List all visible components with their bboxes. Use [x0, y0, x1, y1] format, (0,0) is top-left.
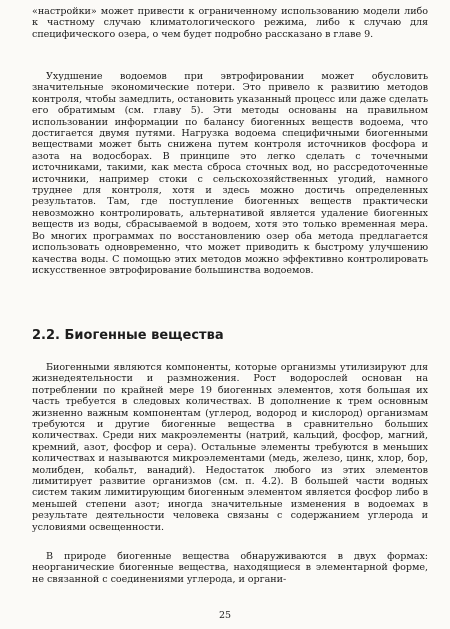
section-heading: 2.2. Биогенные вещества: [32, 328, 224, 343]
paragraph-eutrophication: Ухудшение водоемов при эвтрофировании может обусловить значительные экономические потери. Это привело к развитию методов контроля, чтобы замедлить, остановить указанный процесс или даже сделать его обратимым (см. главу 5). Эти методы основаны на правильном использовании информации по балансу биогенных веществ водоема, что достигается двумя путями. Нагрузка водоема специфичными биогенными веществами может быть снижена путем контроля источников фосфора и азота на водосборах. В принципе это легко сделать с точечными источниками, такими, как места сброса сточных вод, но рассредоточенные источники, например стоки с сельскохозяйственных угодий, намного труднее для контроля, хотя и здесь можно достичь определенных результатов. Там, где поступление биогенных веществ практически невозможно контролировать, альтернативой является удаление биогенных веществ из воды, сбрасываемой в водоем, хотя это только временная мера. Во многих программах по восстановлению озер оба метода предлагается использовать одновременно, что может приводить к быстрому улучшению качества воды. С помощью этих методов можно эффективно контролировать искусственное эвтрофирование большинства водоемов.: [32, 71, 428, 276]
paragraph-nutrients: Биогенными являются компоненты, которые организмы утилизируют для жизнедеятельности и размножения. Рост водорослей основан на потреблении по крайней мере 19 биогенных элементов, хотя большая их часть требуется в следовых количествах. В дополнение к трем основным жизненно важным компонентам (углерод, водород и кислород) организмам требуются и другие биогенные вещества в сравнительно больших количествах. Среди них макроэлементы (натрий, кальций, фосфор, магний, кремний, азот, фосфор и сера). Остальные элементы требуются в меньших количествах и называются микроэлементами (медь, железо, цинк, хлор, бор, молибден, кобальт, ванадий). Недостаток любого из этих элементов лимитирует развитие организмов (см. п. 4.2). В большей части водных систем таким лимитирующим биогенным элементом является фосфор либо в меньшей степени азот; иногда значительные изменения в водоемах в результате деятельности человека связаны с содержанием углерода и условиями освещенности.: [32, 362, 428, 533]
paragraph-nutrient-forms: В природе биогенные вещества обнаруживаются в двух формах: неорганические биогенные вещества, находящиеся в элементарной форме, не связанной с соединениями углерода, и органи-: [32, 551, 428, 585]
page-number: 25: [218, 610, 232, 621]
paragraph-intro: «настройки» может привести к ограниченному использованию модели либо к частному случаю климатологического режима, либо к случаю для специфического озера, о чем будет подробно рассказано в главе 9.: [32, 6, 428, 40]
